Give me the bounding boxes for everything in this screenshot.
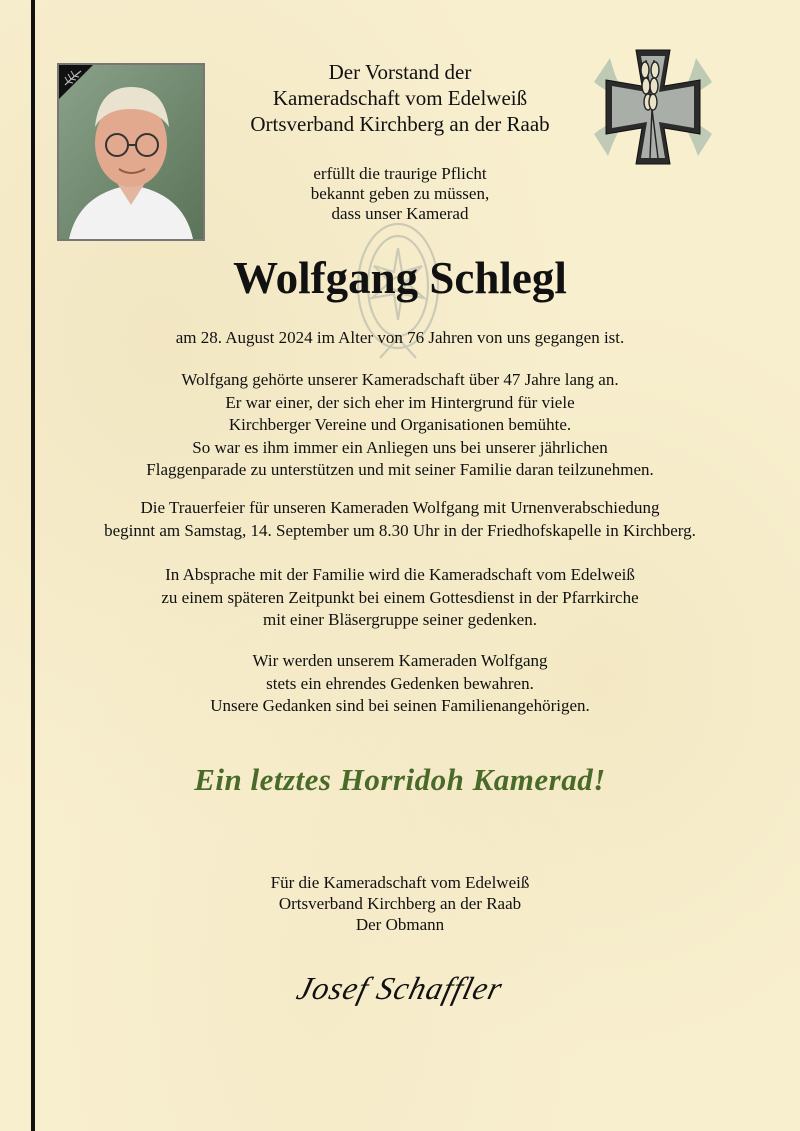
remembrance-line: stets ein ehrendes Gedenken bewahren. bbox=[266, 673, 534, 693]
footer-line-1: Für die Kameradschaft vom Edelweiß bbox=[270, 873, 530, 892]
tribute-line: Kirchberger Vereine und Organisationen bemühte. bbox=[228, 415, 572, 434]
footer-line-3: Der Obmann bbox=[355, 915, 445, 934]
intro-line-3: dass unser Kamerad bbox=[331, 204, 469, 223]
intro-line-1: erfüllt die traurige Pflicht bbox=[313, 164, 487, 183]
intro-line-2: bekannt geben zu müssen, bbox=[310, 184, 490, 203]
handwritten-signature: Josef Schaffler bbox=[293, 970, 507, 1006]
remembrance-line: Wir werden unserem Kameraden Wolfgang bbox=[252, 651, 548, 670]
memorial-paragraph bbox=[40, 564, 760, 632]
remembrance-line: Unsere Gedanken sind bei seinen Familienangehörigen. bbox=[210, 696, 590, 715]
memorial-line: mit einer Bläsergruppe seiner gedenken. bbox=[263, 610, 537, 629]
deceased-name: Wolfgang Schlegl bbox=[233, 253, 567, 303]
remembrance-paragraph bbox=[40, 650, 760, 718]
footer-line-2: Ortsverband Kirchberg an der Raab bbox=[278, 894, 522, 913]
death-notice-line: am 28. August 2024 im Alter von 76 Jahren von uns gegangen ist. bbox=[175, 328, 625, 347]
memorial-line: zu einem späteren Zeitpunkt bei einem Gottesdienst in der Pfarrkirche bbox=[161, 587, 639, 607]
tribute-line: So war es ihm immer ein Anliegen uns bei unserer jährlichen bbox=[192, 437, 608, 457]
funeral-paragraph bbox=[40, 497, 760, 542]
tribute-paragraph bbox=[40, 369, 760, 482]
footer-signoff bbox=[40, 872, 760, 935]
funeral-line: Die Trauerfeier für unseren Kameraden Wolfgang mit Urnenverabschiedung bbox=[140, 498, 660, 517]
intro-text bbox=[40, 164, 760, 224]
memorial-line: In Absprache mit der Familie wird die Kameradschaft vom Edelweiß bbox=[165, 565, 635, 584]
header-line-2: Kameradschaft vom Edelweiß bbox=[272, 86, 528, 110]
tribute-line: Er war einer, der sich eher im Hintergrund für viele bbox=[225, 392, 575, 412]
funeral-line: beginnt am Samstag, 14. September um 8.30 Uhr in der Friedhofskapelle in Kirchberg. bbox=[104, 520, 696, 540]
death-notice bbox=[40, 327, 760, 350]
farewell-slogan: Ein letztes Horridoh Kamerad! bbox=[194, 762, 606, 797]
left-black-border bbox=[31, 0, 35, 1131]
tribute-line: Flaggenparade zu unterstützen und mit seiner Familie daran teilzunehmen. bbox=[146, 460, 654, 479]
tribute-line: Wolfgang gehörte unserer Kameradschaft über 47 Jahre lang an. bbox=[181, 370, 619, 389]
board-header bbox=[40, 59, 760, 137]
header-line-1: Der Vorstand der bbox=[328, 60, 472, 84]
header-line-3: Ortsverband Kirchberg an der Raab bbox=[250, 112, 550, 136]
